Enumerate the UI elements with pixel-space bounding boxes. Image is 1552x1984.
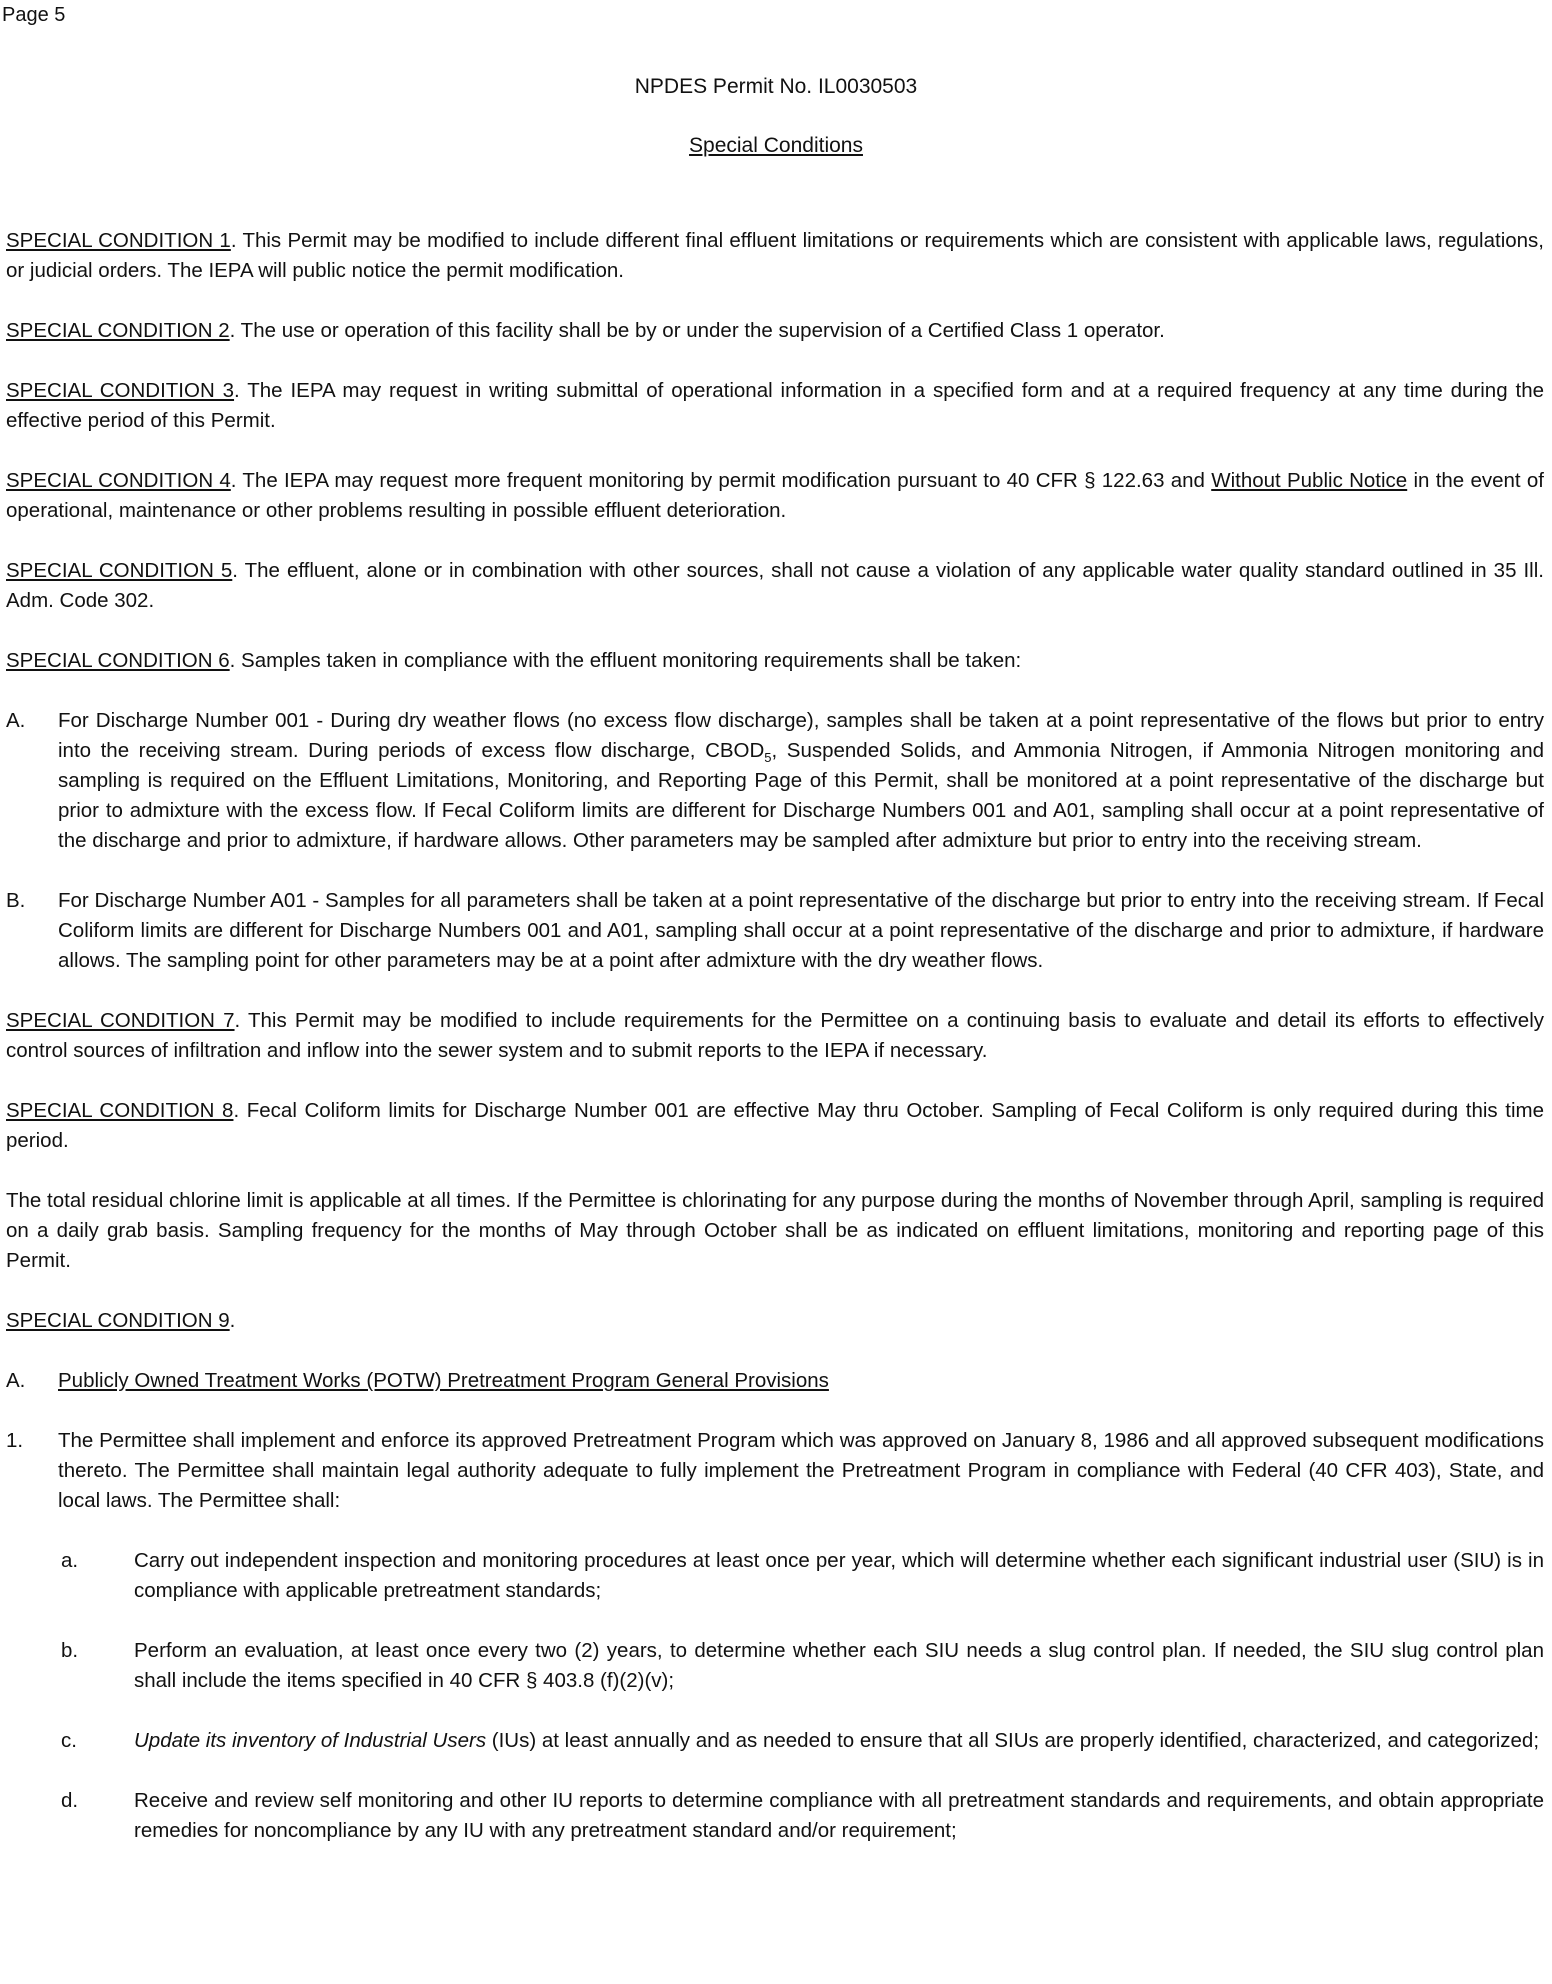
chlorine-paragraph: The total residual chlorine limit is applicable at all times. If the Permittee is chlorinating for any purpose during the months of November through April, sampling is required on a daily grab basis. Sampling frequency for the months of May through October shall be as indicated on effluent limitations, monitoring and reporting page of this Permit. [6, 1189, 1544, 1272]
condition-text: . [229, 1309, 236, 1332]
item-text [58, 706, 1544, 856]
subitem-text: Perform an evaluation, at least once every two (2) years, to determine whether each SIU needs a slug control plan. If needed, the SIU slug control plan shall include the items specified in 40 CFR § 403.8 (f)(2)(v); [134, 1639, 1544, 1692]
condition9-section-a [6, 1366, 1544, 1396]
without-public-notice-phrase: Without Public Notice [1211, 469, 1408, 492]
subitem-text: Receive and review self monitoring and other IU reports to determine compliance with all pretreatment standards and requirements, and obtain appropriate remedies for noncompliance by any IU with any pretreatment standard and/or requirement; [134, 1789, 1544, 1842]
condition-label: SPECIAL CONDITION 5 [6, 559, 233, 582]
special-condition-1 [6, 226, 1544, 286]
item-text: For Discharge Number A01 - Samples for all parameters shall be taken at a point representative of the discharge but prior to entry into the receiving stream. If Fecal Coliform limits are different for Discharge Numbers 001 and A01, sampling shall occur at a point representative of the discharge and prior to admixture, if hardware allows. The sampling point for other parameters may be at a point after admixture with the dry weather flows. [58, 889, 1544, 972]
subitem-text: Carry out independent inspection and monitoring procedures at least once per year, which will determine whether each significant industrial user (SIU) is in compliance with applicable pretreatment standards; [134, 1549, 1544, 1602]
item-label: B. [6, 889, 26, 912]
special-condition-7 [6, 1006, 1544, 1066]
condition-text: . The IEPA may request in writing submittal of operational information in a specified form and at a required frequency at any time during the effective period of this Permit. [6, 379, 1544, 432]
page-number: Page 5 [2, 4, 66, 26]
condition-label: SPECIAL CONDITION 3 [6, 379, 235, 402]
condition-text: . The use or operation of this facility shall be by or under the supervision of a Certified Class 1 operator. [229, 319, 1165, 342]
condition9-subitem-d [6, 1786, 1544, 1846]
condition-label: SPECIAL CONDITION 1 [6, 229, 231, 252]
condition9-subitem-c [6, 1726, 1544, 1756]
subitem-text [134, 1726, 1544, 1756]
special-condition-8 [6, 1096, 1544, 1156]
condition-text: . Fecal Coliform limits for Discharge Number 001 are effective May thru October. Sampling of Fecal Coliform is only required during this time period. [6, 1099, 1544, 1152]
special-condition-5 [6, 556, 1544, 616]
subitem-italic-text: Update its inventory of Industrial Users [134, 1729, 487, 1752]
item-label: 1. [6, 1429, 24, 1452]
item-text-part: , Suspended Solids, and Ammonia Nitrogen, if Ammonia Nitrogen monitoring and sampling is required on the Effluent Limitations, Monitoring, and Reporting Page of this Permit, shall be monitored at a point representative of the discharge but prior to admixture with the excess flow. If Fecal Coliform limits are different for Discharge Numbers 001 and A01, sampling shall occur at a point representative of the discharge and prior to admixture, if hardware allows. Other parameters may be sampled after admixture but prior to entry into the receiving stream. [58, 739, 1544, 852]
item-label: A. [6, 709, 26, 732]
subitem-label: a. [61, 1549, 79, 1572]
condition-label: SPECIAL CONDITION 8 [6, 1099, 234, 1122]
condition-label: SPECIAL CONDITION 4 [6, 469, 231, 492]
document-body [6, 226, 1544, 1846]
condition-text: . Samples taken in compliance with the effluent monitoring requirements shall be taken: [229, 649, 1022, 672]
special-condition-9 [6, 1306, 1544, 1336]
condition-text: . This Permit may be modified to include requirements for the Permittee on a continuing basis to evaluate and detail its efforts to effectively control sources of infiltration and inflow into the sewer system and to submit reports to the IEPA if necessary. [6, 1009, 1544, 1062]
item-text-part: For Discharge Number 001 - During dry weather flows (no excess flow discharge), samples shall be taken at a point representative of the flows but prior to entry into the receiving stream. During periods of excess flow discharge, CBOD [58, 709, 1544, 762]
special-condition-2 [6, 316, 1544, 346]
item-text: The Permittee shall implement and enforce its approved Pretreatment Program which was approved on January 8, 1986 and all approved subsequent modifications thereto. The Permittee shall maintain legal authority adequate to fully implement the Pretreatment Program in compliance with Federal (40 CFR 403), State, and local laws. The Permittee shall: [58, 1429, 1544, 1512]
subitem-text-part: (IUs) at least annually and as needed to ensure that all SIUs are properly identified, characterized, and categorized; [486, 1729, 1540, 1752]
section-label: A. [6, 1369, 26, 1392]
condition-text: . This Permit may be modified to include different final effluent limitations or requirements which are consistent with applicable laws, regulations, or judicial orders. The IEPA will public notice the permit modification. [6, 229, 1544, 282]
condition-text: . The effluent, alone or in combination with other sources, shall not cause a violation of any applicable water quality standard outlined in 35 Ill. Adm. Code 302. [6, 559, 1544, 612]
condition-label: SPECIAL CONDITION 6 [6, 649, 230, 672]
special-condition-6 [6, 646, 1544, 676]
condition9-subitem-b [6, 1636, 1544, 1696]
condition6-item-a [6, 706, 1544, 856]
condition-text-continued: in the event of operational, maintenance or other problems resulting in possible effluent deterioration. [6, 469, 1544, 522]
condition6-item-b [6, 886, 1544, 976]
condition-label: SPECIAL CONDITION 9 [6, 1309, 230, 1332]
condition9-item-1 [6, 1426, 1544, 1516]
section-heading: Publicly Owned Treatment Works (POTW) Pretreatment Program General Provisions [58, 1369, 829, 1392]
condition-label: SPECIAL CONDITION 2 [6, 319, 230, 342]
subitem-label: b. [61, 1639, 79, 1662]
permit-number: NPDES Permit No. IL0030503 [634, 75, 918, 98]
special-condition-3 [6, 376, 1544, 436]
subitem-label: d. [61, 1789, 79, 1812]
condition-text: . The IEPA may request more frequent monitoring by permit modification pursuant to 40 CFR § 122.63 and [230, 469, 1212, 492]
subitem-label: c. [61, 1729, 77, 1752]
section-title: Special Conditions [689, 134, 863, 157]
special-condition-4 [6, 466, 1544, 526]
condition-label: SPECIAL CONDITION 7 [6, 1009, 235, 1032]
subscript: 5 [764, 750, 772, 766]
condition9-subitem-a [6, 1546, 1544, 1606]
